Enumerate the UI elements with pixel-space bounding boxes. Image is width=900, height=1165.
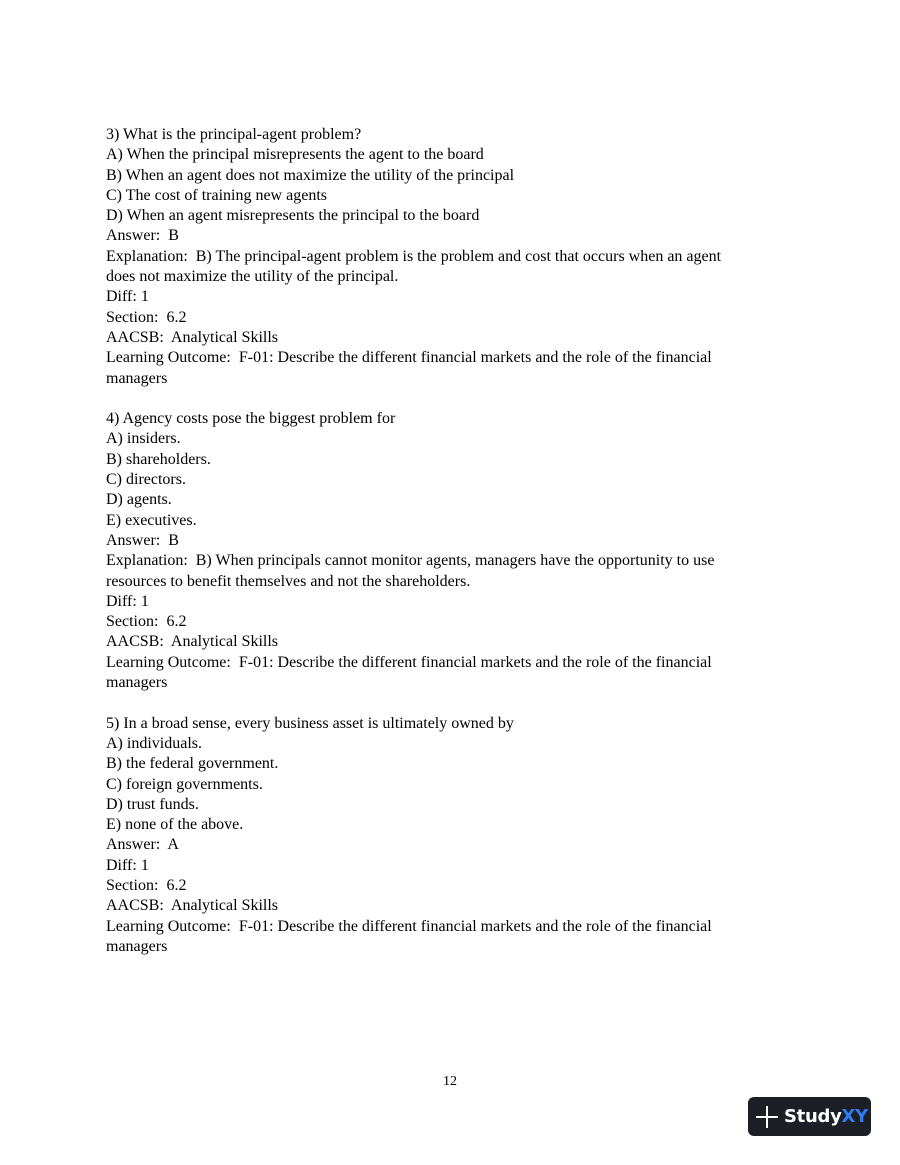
question-line: C) directors. (106, 471, 186, 489)
brand-name (784, 1106, 868, 1127)
question-line: Section: 6.2 (106, 876, 187, 894)
question-line: managers (106, 937, 168, 955)
question-line: E) executives. (106, 511, 197, 529)
question-line: Section: 6.2 (106, 308, 187, 326)
question-block (106, 714, 806, 958)
question-stem: 3) What is the principal-agent problem? (106, 126, 362, 143)
question-line: Diff: 1 (106, 288, 149, 306)
plus-icon (756, 1106, 778, 1128)
page-number: 12 (443, 1074, 457, 1089)
studyxy-badge[interactable] (748, 1097, 871, 1136)
question-line: Section: 6.2 (106, 613, 187, 631)
question-line: AACSB: Analytical Skills (106, 328, 279, 346)
question-line: C) foreign governments. (106, 775, 263, 793)
question-line: managers (106, 369, 168, 387)
question-stem: 5) In a broad sense, every business asset is ultimately owned by (106, 714, 514, 732)
question-line: D) trust funds. (106, 795, 199, 813)
question-line: A) When the principal misrepresents the agent to the board (106, 146, 484, 164)
question-line: Learning Outcome: F-01: Describe the different financial markets and the role of the financial (106, 917, 712, 935)
question-line: B) When an agent does not maximize the utility of the principal (106, 166, 515, 184)
question-line: AACSB: Analytical Skills (106, 633, 279, 651)
question-line: Explanation: B) The principal-agent problem is the problem and cost that occurs when an agent (106, 247, 722, 265)
question-line: Answer: B (106, 531, 179, 549)
question-line: E) none of the above. (106, 816, 244, 834)
question-line: A) insiders. (106, 430, 181, 448)
question-line: Learning Outcome: F-01: Describe the different financial markets and the role of the financial (106, 653, 712, 671)
question-line: Answer: A (106, 836, 179, 854)
question-block (106, 125, 806, 389)
question-line: AACSB: Analytical Skills (106, 897, 279, 915)
question-line: Answer: B (106, 227, 179, 245)
question-line: Explanation: B) When principals cannot monitor agents, managers have the opportunity to use (106, 552, 715, 570)
question-line: Learning Outcome: F-01: Describe the different financial markets and the role of the financial (106, 349, 712, 367)
question-line: D) When an agent misrepresents the principal to the board (106, 207, 480, 225)
question-line: B) the federal government. (106, 755, 279, 773)
question-line: Diff: 1 (106, 856, 149, 874)
question-line: managers (106, 674, 168, 692)
brand-name-part1: Study (784, 1106, 842, 1127)
question-line: B) shareholders. (106, 450, 211, 468)
question-line: Diff: 1 (106, 592, 149, 610)
brand-name-part2: XY (841, 1106, 868, 1127)
question-line: A) individuals. (106, 734, 202, 752)
question-stem: 4) Agency costs pose the biggest problem for (106, 410, 396, 428)
document-body (106, 125, 806, 957)
question-line: C) The cost of training new agents (106, 186, 327, 204)
question-block (106, 409, 806, 693)
question-line: does not maximize the utility of the principal. (106, 268, 399, 286)
question-line: resources to benefit themselves and not the shareholders. (106, 572, 471, 590)
question-line: D) agents. (106, 491, 172, 509)
